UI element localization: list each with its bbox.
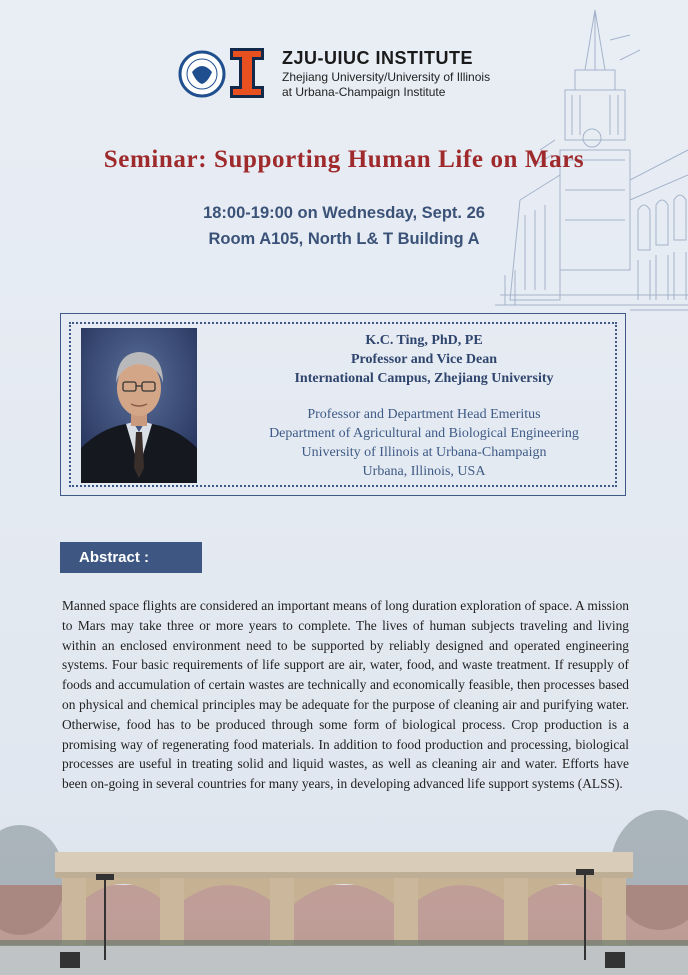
speaker-organization: International Campus, Zhejiang University (294, 371, 554, 386)
seminar-title: Seminar: Supporting Human Life on Mars (103, 146, 585, 173)
speaker-role: Professor and Vice Dean (350, 352, 498, 367)
speaker-department: Department of Agricultural and Biological Engineering (269, 426, 579, 441)
abstract-text: Manned space flights are considered an important means of long duration exploration of space. A mission to Mars may take three or more years to complete. The lives of human subjects traveling and living within an enclosed environment need to be supported by reliably designed and operated engineering systems. Four basic requirements of life support are air, water, food, and waste treatment. If resupply of foods and accumulation of certain wastes are technically and economically feasible, then processes based on physical and chemical principles may be adequate for the purpose of cleaning air and purifying water. Otherwise, food has to be produced through some form of biological process. Crop production is a promising way of regenerating food materials. In addition to food production and processing, biological processes are useful in treating solid and liquid wastes, as well as cleaning air and water. Efforts have been on-going in several countries for many years, in developing advanced life support systems (ALSS). (62, 598, 629, 792)
speaker-location: Urbana, Illinois, USA (362, 464, 486, 479)
institute-subtitle-line-2: at Urbana-Champaign Institute (282, 85, 446, 99)
institute-subtitle-line-1: Zhejiang University/University of Illinois (282, 70, 491, 84)
institute-subtitle (282, 70, 522, 100)
institute-title: ZJU-UIUC INSTITUTE (282, 48, 473, 68)
speaker-secondary-info (222, 405, 626, 481)
speaker-name: K.C. Ting, PhD, PE (365, 333, 483, 348)
abstract-label: Abstract : (60, 542, 202, 573)
seminar-room: Room A105, North L& T Building A (208, 230, 480, 248)
speaker-emeritus-title: Professor and Department Head Emeritus (307, 407, 541, 422)
zju-seal-logo (178, 50, 226, 98)
seminar-time: 18:00-19:00 on Wednesday, Sept. 26 (203, 204, 485, 222)
speaker-portrait (81, 328, 197, 483)
illinois-block-i-logo (230, 48, 264, 98)
speaker-university: University of Illinois at Urbana-Champaign (301, 445, 547, 460)
speaker-primary-info (222, 331, 626, 388)
